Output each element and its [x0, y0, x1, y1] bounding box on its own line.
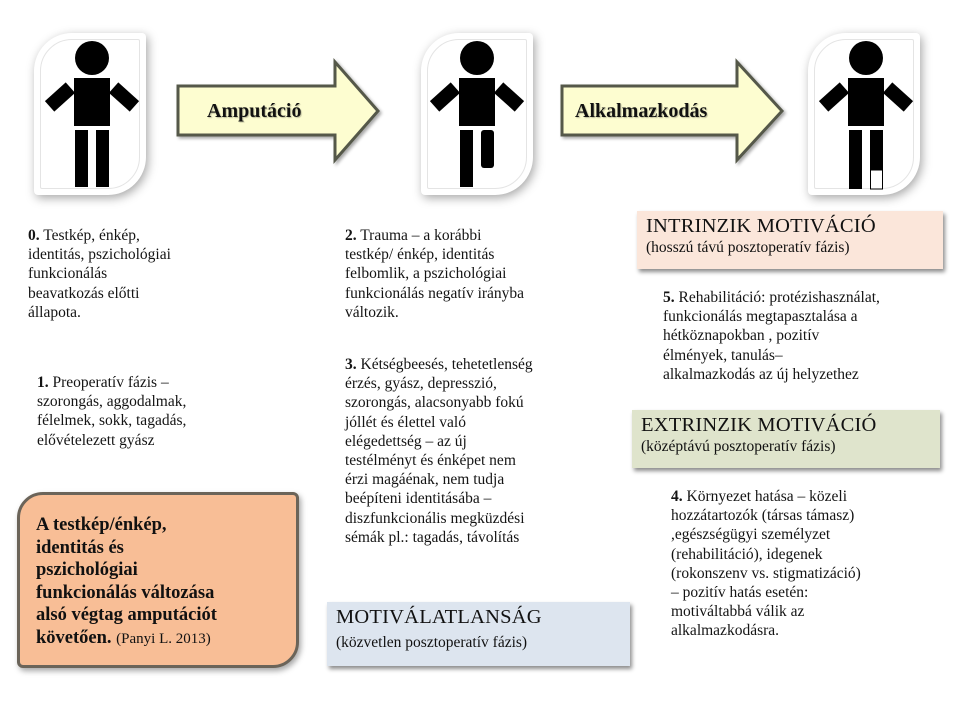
step-1-text: 1. Preoperatív fázis – szorongás, aggodalmak, félelmek, sokk, tagadás, elővételezett gyász [37, 374, 187, 449]
figure-card-prosthesis [808, 33, 920, 195]
citation: (Panyi L. 2013) [116, 630, 211, 647]
step-2-text: 2. Trauma – a korábbi testkép/ énkép, identitás felbomlik, a pszichológiai funkcionálás negatív irányba változik. [345, 227, 525, 321]
intrinsic-motivation-box [637, 211, 943, 269]
summary-box: A testkép/énkép, identitás és pszichológiai funkcionálás változása alsó végtag amputációt követően. (Panyi L. 2013) [17, 492, 299, 668]
step-3-text: 3. Kétségbeesés, tehetetlenség érzés, gyász, depresszió, szorongás, alacsonyabb fokú jóllét és élettel való elégedettség – az új testélményt és énképet nem érzi magáénak, nem tudja beépíteni identitásába – diszfunkcionális megküzdési sémák pl.: tagadás, távolítás [345, 356, 533, 546]
person-intact-icon [34, 33, 146, 195]
figure-card-amputated [421, 33, 533, 195]
adaptation-arrow-label: Alkalmazkodás [575, 100, 708, 122]
step-4-text: 4. Környezet hatása – közeli hozzátartozók (társas támasz) ,egészségügyi személyzet (rehabilitáció), idegenek (rokonszenv vs. stigmatizáció) – pozitív hatás esetén: motiváltabbá válik az alkalmazkodásra. [671, 488, 861, 640]
intrinsic-title: INTRINZIK MOTIVÁCIÓ [646, 215, 876, 237]
extrinsic-motivation-box [632, 410, 940, 468]
amotivation-subtitle: (közvetlen posztoperatív fázis) [336, 634, 528, 651]
person-amputated-icon [421, 33, 533, 195]
person-prosthesis-icon [808, 33, 920, 195]
step-5-text: 5. Rehabilitáció: protézishasználat, funkcionálás megtapasztalása a hétköznapokban , pozitív élmények, tanulás– alkalmazkodás az új helyzethez [663, 289, 880, 383]
intrinsic-subtitle: (hosszú távú posztoperatív fázis) [646, 239, 850, 256]
amotivation-box [327, 602, 630, 666]
figure-card-intact [34, 33, 146, 195]
amputation-arrow-label: Amputáció [207, 100, 302, 122]
amotivation-title: MOTIVÁLATLANSÁG [336, 606, 542, 628]
extrinsic-subtitle: (középtávú posztoperatív fázis) [641, 438, 836, 455]
extrinsic-title: EXTRINZIK MOTIVÁCIÓ [641, 414, 877, 436]
step-0-text: 0. Testkép, énkép, identitás, pszichológiai funkcionálás beavatkozás előtti állapota. [28, 227, 171, 321]
